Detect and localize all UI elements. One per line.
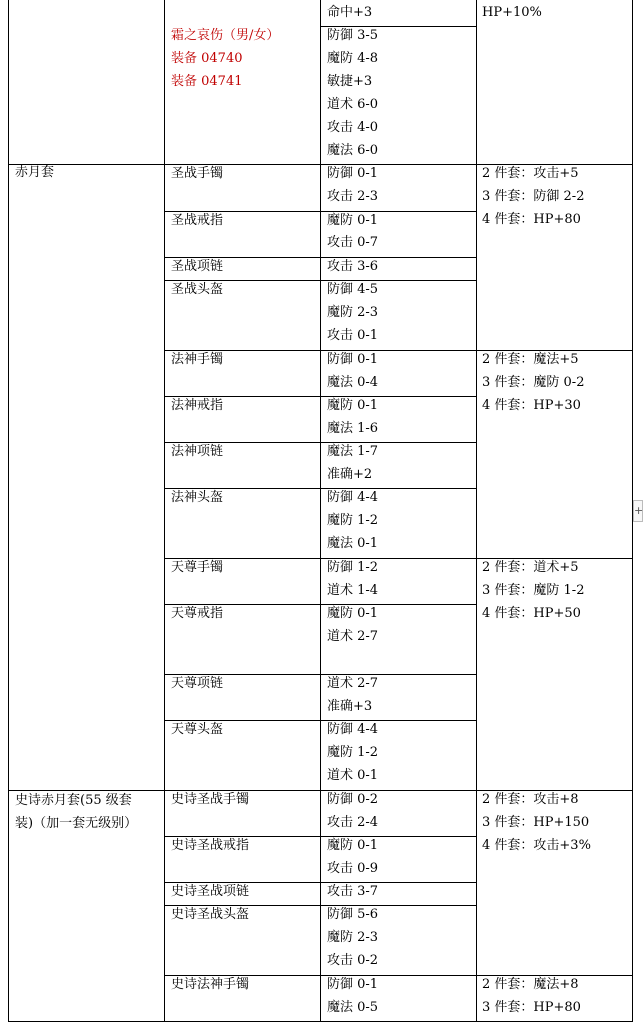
stat-cell: 魔法 6-0 — [327, 143, 379, 158]
item-name-cell: 史诗圣战戒指 — [171, 838, 250, 853]
stat-cell: 攻击 0-7 — [327, 235, 379, 250]
set-bonus-cell: 3 件套：魔防 1-2 — [482, 583, 585, 598]
set-bonus-cell: 3 件套：防御 2-2 — [482, 189, 585, 204]
stat-cell: 命中+3 — [327, 5, 373, 20]
set-bonus-cell: 2 件套：道术+5 — [482, 560, 579, 575]
item-name-cell: 史诗圣战头盔 — [171, 907, 250, 922]
set-bonus-cell: 2 件套：攻击+5 — [482, 166, 579, 181]
stat-cell: 防御 4-5 — [327, 282, 379, 297]
stat-cell: 魔防 2-3 — [327, 930, 379, 945]
set-bonus-cell: 3 件套：HP+150 — [482, 815, 590, 830]
stat-cell: 道术 2-7 — [327, 629, 379, 644]
stat-cell: 魔防 4-8 — [327, 51, 379, 66]
item-name-cell: 圣战戒指 — [171, 213, 224, 228]
column-border — [164, 0, 165, 1022]
item-name-cell: 霜之哀伤（男/女） — [171, 28, 280, 43]
row-border — [8, 1021, 633, 1022]
stat-cell: 魔防 1-2 — [327, 745, 379, 760]
column-border — [320, 0, 321, 1022]
stat-cell: 攻击 0-2 — [327, 953, 379, 968]
stat-cell: 魔法 1-7 — [327, 444, 379, 459]
set-bonus-cell: 2 件套：魔法+8 — [482, 977, 579, 992]
set-bonus-cell: 4 件套：攻击+3% — [482, 838, 591, 853]
set-bonus-cell: HP+10% — [482, 5, 542, 20]
item-name-cell: 天尊戒指 — [171, 606, 224, 621]
set-bonus-cell: 3 件套：HP+80 — [482, 1000, 581, 1015]
stat-cell: 敏捷+3 — [327, 74, 373, 89]
stat-cell: 道术 2-7 — [327, 676, 379, 691]
stat-cell: 防御 0-2 — [327, 792, 379, 807]
set-bonus-cell: 4 件套：HP+80 — [482, 212, 581, 227]
item-name-cell: 法神手镯 — [171, 352, 224, 367]
set-name-cell: 史诗赤月套(55 级套 — [15, 793, 132, 808]
set-bonus-cell: 2 件套：魔法+5 — [482, 352, 579, 367]
stat-cell: 魔防 2-3 — [327, 305, 379, 320]
item-name-cell: 圣战项链 — [171, 259, 224, 274]
item-name-cell: 圣战手镯 — [171, 166, 224, 181]
item-name-cell: 装备 04741 — [171, 74, 243, 89]
stat-cell: 准确+3 — [327, 699, 373, 714]
stat-cell: 魔防 0-1 — [327, 213, 379, 228]
stat-cell: 攻击 0-1 — [327, 328, 379, 343]
item-name-cell: 史诗圣战项链 — [171, 884, 250, 899]
set-bonus-cell: 2 件套：攻击+8 — [482, 792, 579, 807]
stat-cell: 准确+2 — [327, 467, 373, 482]
item-name-cell: 天尊项链 — [171, 676, 224, 691]
stat-cell: 攻击 0-9 — [327, 861, 379, 876]
stat-cell: 魔防 0-1 — [327, 838, 379, 853]
item-name-cell: 史诗法神手镯 — [171, 977, 250, 992]
stat-cell: 攻击 3-6 — [327, 259, 379, 274]
stat-cell: 魔法 0-5 — [327, 1000, 379, 1015]
stat-cell: 魔防 0-1 — [327, 606, 379, 621]
stat-cell: 攻击 4-0 — [327, 120, 379, 135]
stat-cell: 攻击 2-4 — [327, 815, 379, 830]
set-bonus-cell: 4 件套：HP+30 — [482, 398, 581, 413]
stat-cell: 防御 0-1 — [327, 352, 379, 367]
stat-cell: 魔法 0-1 — [327, 536, 379, 551]
stat-cell: 魔法 1-6 — [327, 421, 379, 436]
item-name-cell: 史诗圣战手镯 — [171, 792, 250, 807]
item-name-cell: 圣战头盔 — [171, 282, 224, 297]
stat-cell: 防御 4-4 — [327, 722, 379, 737]
stat-cell: 魔法 0-4 — [327, 375, 379, 390]
stat-cell: 道术 0-1 — [327, 768, 379, 783]
stat-cell: 道术 1-4 — [327, 583, 379, 598]
stat-cell: 道术 6-0 — [327, 97, 379, 112]
stat-cell: 防御 1-2 — [327, 560, 379, 575]
set-bonus-cell: 4 件套：HP+50 — [482, 606, 581, 621]
item-name-cell: 法神项链 — [171, 444, 224, 459]
item-name-cell: 天尊手镯 — [171, 560, 224, 575]
item-name-cell: 法神戒指 — [171, 398, 224, 413]
stat-cell: 魔防 0-1 — [327, 398, 379, 413]
item-name-cell: 法神头盔 — [171, 490, 224, 505]
column-border — [8, 0, 9, 1022]
set-name-cell: 赤月套 — [15, 165, 55, 180]
stat-cell: 魔防 1-2 — [327, 513, 379, 528]
item-name-cell: 天尊头盔 — [171, 722, 224, 737]
stat-cell: 攻击 3-7 — [327, 884, 379, 899]
column-border — [476, 0, 477, 1022]
stat-cell: 防御 4-4 — [327, 490, 379, 505]
side-handle-icon[interactable]: + — [633, 500, 643, 522]
item-name-cell: 装备 04740 — [171, 51, 243, 66]
stat-cell: 攻击 2-3 — [327, 189, 379, 204]
stat-cell: 防御 5-6 — [327, 907, 379, 922]
stat-cell: 防御 0-1 — [327, 166, 379, 181]
set-bonus-cell: 3 件套：魔防 0-2 — [482, 375, 585, 390]
stat-cell: 防御 0-1 — [327, 977, 379, 992]
set-name-cell: 装)（加一套无级别） — [15, 816, 138, 831]
stat-cell: 防御 3-5 — [327, 28, 379, 43]
